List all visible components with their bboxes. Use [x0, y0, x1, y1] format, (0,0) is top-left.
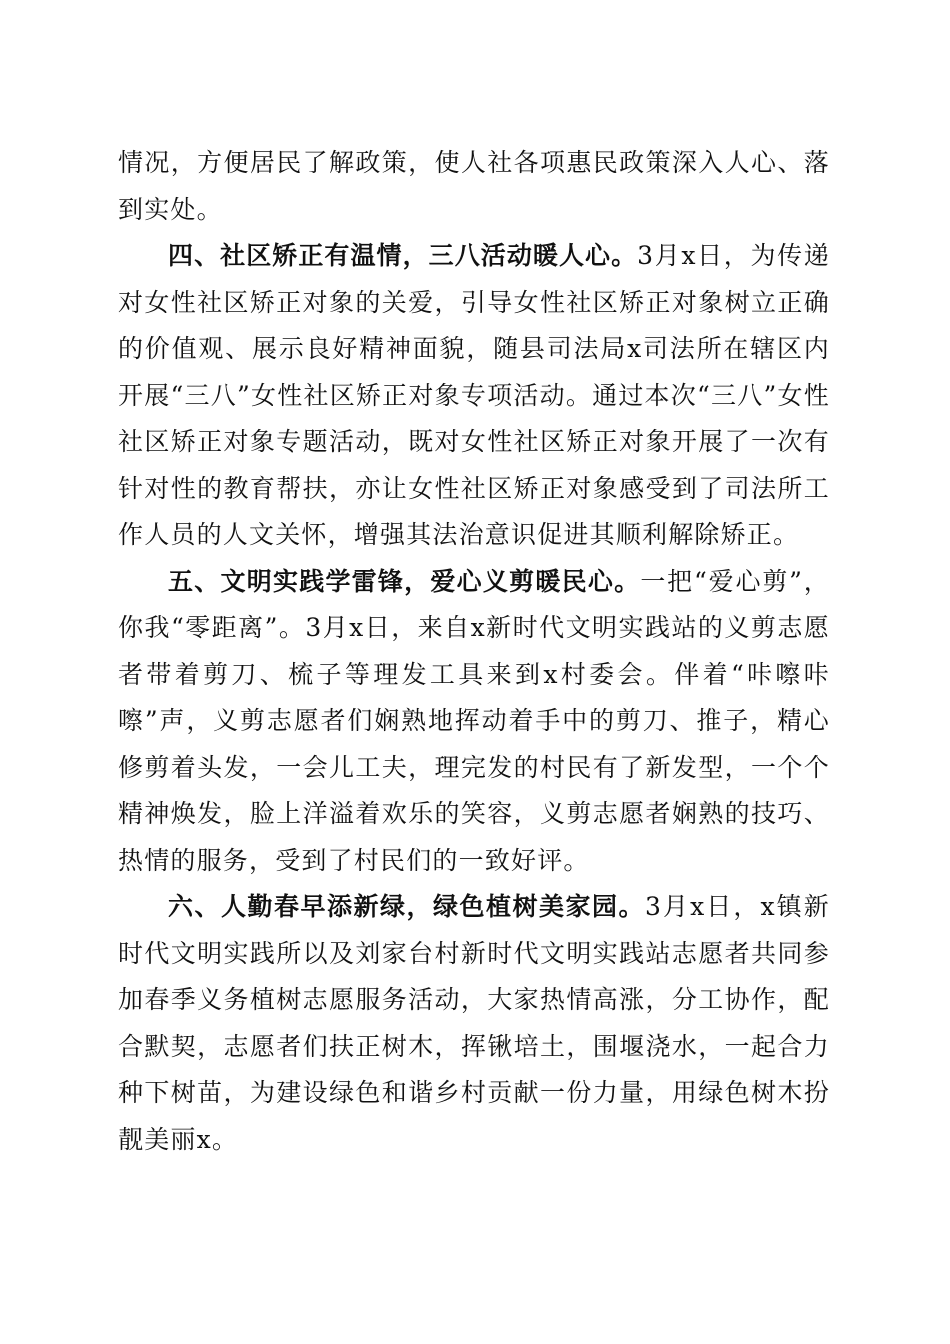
section-heading: 四、社区矫正有温情，三八活动暖人心。 [168, 241, 638, 270]
document-body [118, 140, 830, 1163]
section-heading: 六、人勤春早添新绿，绿色植树美家园。 [168, 892, 645, 921]
paragraph-section-four [118, 233, 830, 559]
section-heading: 五、文明实践学雷锋，爱心义剪暖民心。 [168, 566, 641, 596]
paragraph-text: 3月x日，x镇新时代文明实践所以及刘家台村新时代文明实践站志愿者共同参加春季义务植树志愿服务活动，大家热情高涨，分工协作，配合默契，志愿者们扶正树木，挥锹培土，围堰浇水，一起合力种下树苗，为建设绿色和谐乡村贡献一份力量，用绿色树木扮靓美丽x。 [118, 892, 830, 1154]
paragraph-text: 情况，方便居民了解政策，使人社各项惠民政策深入人心、落到实处。 [118, 148, 830, 224]
paragraph-text: 3月x日，为传递对女性社区矫正对象的关爱，引导女性社区矫正对象树立正确的价值观、展示良好精神面貌，随县司法局x司法所在辖区内开展“三八”女性社区矫正对象专项活动。通过本次“三八”女性社区矫正对象专题活动，既对女性社区矫正对象开展了一次有针对性的教育帮扶，亦让女性社区矫正对象感受到了司法所工作人员的人文关怀，增强其法治意识促进其顺利解除矫正。 [118, 241, 830, 549]
paragraph-section-six [118, 884, 830, 1163]
paragraph-continuation [118, 140, 830, 233]
paragraph-text: 一把“爱心剪”，你我“零距离”。3月x日，来自x新时代文明实践站的义剪志愿者带着剪刀、梳子等理发工具来到x村委会。伴着“咔嚓咔嚓”声，义剪志愿者们娴熟地挥动着手中的剪刀、推子，精心修剪着头发，一会儿工夫，理完发的村民有了新发型，一个个精神焕发，脸上洋溢着欢乐的笑容，义剪志愿者娴熟的技巧、热情的服务，受到了村民们的一致好评。 [118, 566, 830, 875]
paragraph-section-five [118, 559, 830, 885]
